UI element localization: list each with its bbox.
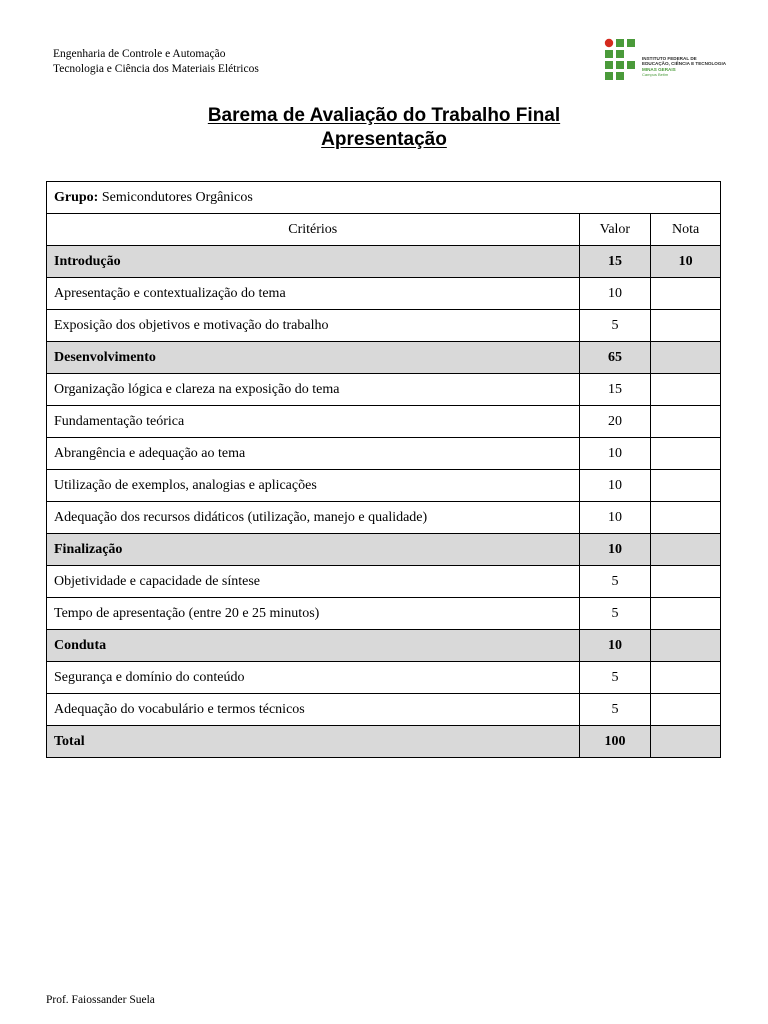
criterion-cell: Apresentação e contextualização do tema: [47, 278, 580, 310]
value-cell: 10: [579, 470, 651, 502]
grade-cell: [651, 406, 721, 438]
value-cell: 20: [579, 406, 651, 438]
value-cell: 5: [579, 598, 651, 630]
value-cell: 5: [579, 662, 651, 694]
group-cell: [47, 182, 721, 214]
group-value: Semicondutores Orgânicos: [101, 189, 253, 205]
grade-cell: [651, 694, 721, 726]
table-row: [47, 598, 721, 630]
grade-cell: [651, 470, 721, 502]
value-cell: 5: [579, 566, 651, 598]
institution-logo: [604, 38, 734, 88]
title-line-1: Barema de Avaliação do Trabalho Final: [207, 105, 561, 126]
table-row: [47, 694, 721, 726]
ifes-logo-icon: [604, 38, 640, 84]
table-row: [47, 406, 721, 438]
logo-line-4: Campus Betim: [642, 72, 669, 78]
grade-cell: [651, 310, 721, 342]
grade-cell: [651, 502, 721, 534]
grade-cell: [651, 630, 721, 662]
logo-line-1: INSTITUTO FEDERAL DE: [642, 56, 697, 61]
section-row: [47, 342, 721, 374]
grade-cell: [651, 566, 721, 598]
course-line-2: Tecnologia e Ciência dos Materiais Elétricos: [53, 62, 259, 75]
course-header: [53, 47, 259, 76]
grade-cell: [651, 534, 721, 566]
logo-line-2: EDUCAÇÃO, CIÊNCIA E TECNOLOGIA: [642, 61, 727, 67]
criterion-cell: Adequação dos recursos didáticos (utilização, manejo e qualidade): [47, 502, 580, 534]
criterion-cell: Finalização: [47, 534, 580, 566]
criterion-cell: Segurança e domínio do conteúdo: [47, 662, 580, 694]
table-row: [47, 662, 721, 694]
criterion-cell: Organização lógica e clareza na exposição do tema: [47, 374, 580, 406]
criterion-cell: Adequação do vocabulário e termos técnicos: [47, 694, 580, 726]
table-row: [47, 438, 721, 470]
value-cell: 10: [579, 534, 651, 566]
value-header: Valor: [579, 214, 651, 246]
criterion-cell: Exposição dos objetivos e motivação do trabalho: [47, 310, 580, 342]
value-cell: 10: [579, 502, 651, 534]
grade-cell: [651, 438, 721, 470]
criterion-cell: Total: [47, 726, 580, 758]
grade-cell: [651, 278, 721, 310]
value-cell: 10: [579, 438, 651, 470]
value-cell: 100: [579, 726, 651, 758]
section-row: [47, 630, 721, 662]
grade-cell: [651, 726, 721, 758]
grade-cell: [651, 662, 721, 694]
value-cell: 5: [579, 694, 651, 726]
evaluation-table: [46, 181, 721, 758]
value-cell: 5: [579, 310, 651, 342]
grade-header: Nota: [651, 214, 721, 246]
criterion-cell: Abrangência e adequação ao tema: [47, 438, 580, 470]
table-row: [47, 502, 721, 534]
header-row: [47, 214, 721, 246]
table-row: [47, 470, 721, 502]
course-line-1: Engenharia de Controle e Automação: [53, 48, 226, 60]
criterion-cell: Fundamentação teórica: [47, 406, 580, 438]
value-cell: 10: [579, 630, 651, 662]
criteria-header: Critérios: [47, 214, 580, 246]
footer-author: Prof. Faiossander Suela: [46, 994, 155, 1006]
grade-cell: [651, 374, 721, 406]
section-row: [47, 246, 721, 278]
criterion-cell: Tempo de apresentação (entre 20 e 25 minutos): [47, 598, 580, 630]
value-cell: 65: [579, 342, 651, 374]
logo-line-3: MINAS GERAIS: [642, 66, 676, 72]
criterion-cell: Objetividade e capacidade de síntese: [47, 566, 580, 598]
table-row: [47, 374, 721, 406]
group-label: Grupo:: [54, 189, 99, 205]
title-line-2: Apresentação: [321, 129, 447, 150]
grade-cell: 10: [651, 246, 721, 278]
document-title: [0, 104, 768, 152]
grade-cell: [651, 342, 721, 374]
criterion-cell: Utilização de exemplos, analogias e aplicações: [47, 470, 580, 502]
table-row: [47, 278, 721, 310]
group-row: [47, 182, 721, 214]
criterion-cell: Introdução: [47, 246, 580, 278]
table-row: [47, 310, 721, 342]
table-row: [47, 566, 721, 598]
criterion-cell: Desenvolvimento: [47, 342, 580, 374]
value-cell: 10: [579, 278, 651, 310]
criterion-cell: Conduta: [47, 630, 580, 662]
section-row: [47, 534, 721, 566]
section-row: [47, 726, 721, 758]
logo-text: [642, 56, 726, 78]
grade-cell: [651, 598, 721, 630]
value-cell: 15: [579, 374, 651, 406]
value-cell: 15: [579, 246, 651, 278]
